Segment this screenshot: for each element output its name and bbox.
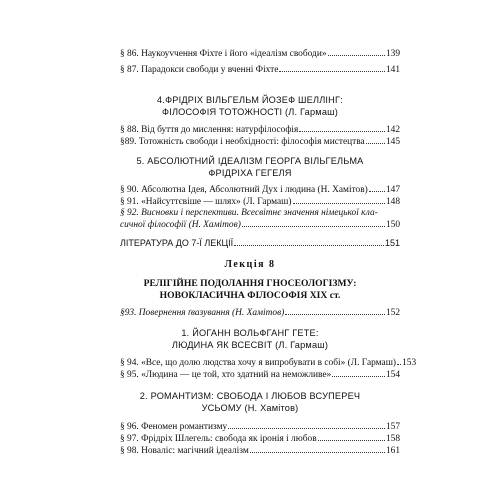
page-number: 157 xyxy=(385,422,400,432)
leader-dots xyxy=(293,196,385,204)
leader-dots xyxy=(328,48,385,56)
toc-entry-98[interactable] xyxy=(120,445,400,457)
leader-dots xyxy=(318,433,385,441)
toc-entry-91[interactable] xyxy=(120,196,400,208)
page-number: 153 xyxy=(402,358,417,368)
leader-dots xyxy=(299,124,385,132)
page-number: 141 xyxy=(385,65,400,75)
toc-entry-93[interactable] xyxy=(120,307,400,319)
toc-entry-92-line1[interactable]: § 92. Висновки і перспективи. Всесвітнє значення німецької кла- xyxy=(120,208,378,218)
page-number: 158 xyxy=(385,434,400,444)
entry-label: §89. Тотожність свободи і необхідності: філософія мистецтва xyxy=(120,137,365,147)
page-number: 147 xyxy=(385,185,400,195)
section-heading-romanticism-line1: 2. РОМАНТИЗМ: СВОБОДА І ЛЮБОВ ВСУПЕРЕЧ xyxy=(139,391,361,401)
leader-dots xyxy=(250,445,385,453)
page-number: 152 xyxy=(385,308,400,318)
entry-label: § 94. «Все, що долю людства хочу я випробувати в собі» (Л. Гармаш) xyxy=(120,358,397,368)
page-number: 145 xyxy=(385,137,400,147)
page-number: 150 xyxy=(385,220,400,230)
toc-entry-87[interactable] xyxy=(120,64,400,76)
toc-entry-90[interactable] xyxy=(120,184,400,196)
leader-dots xyxy=(397,357,401,365)
entry-label: § 91. «Найсуттєвіше — шлях» (Л. Гармаш) xyxy=(120,197,292,207)
leader-dots xyxy=(279,64,385,72)
section-heading-schelling-line1: 4.ФРІДРІХ ВІЛЬГЕЛЬМ ЙОЗЕФ ШЕЛЛІНГ: xyxy=(157,95,343,105)
lecture-number: Лекція 8 xyxy=(224,259,276,270)
page-number: 139 xyxy=(385,49,400,59)
toc-entry-86[interactable] xyxy=(120,48,400,60)
page-number: 151 xyxy=(384,238,400,248)
entry-label: § 87. Парадокси свободи у вченні Фіхте xyxy=(120,65,279,75)
page-number: 161 xyxy=(385,446,400,456)
leader-dots xyxy=(228,421,385,429)
toc-entry-96[interactable] xyxy=(120,421,400,433)
section-heading-goethe-line1: 1. ЙОГАНН ВОЛЬФГАНГ ГЕТЕ: xyxy=(181,328,319,338)
entry-label: § 86. Наукоуvчення Фіхте і його «ідеалізм свободи» xyxy=(120,49,327,59)
leader-dots xyxy=(234,238,384,246)
leader-dots xyxy=(332,369,385,377)
leader-dots xyxy=(366,136,385,144)
page-number: 142 xyxy=(385,125,400,135)
lecture-title-line2: НОВОКЛАСИЧНА ФІЛОСОФІЯ XIX ст. xyxy=(159,290,341,301)
section-heading-hegel-line2: ФРІДРІХА ГЕГЕЛЯ xyxy=(208,168,292,178)
entry-label: сичної філософії (Н. Хамітов) xyxy=(120,220,241,230)
entry-label: § 97. Фрідріх Шлегель: свобода як іронія і любов xyxy=(120,434,317,444)
section-heading-goethe-line2: ЛЮДИНА ЯК ВСЕСВІТ (Л. Гармаш) xyxy=(171,340,329,350)
page-number: 148 xyxy=(385,197,400,207)
toc-entry-97[interactable] xyxy=(120,433,400,445)
entry-label: ЛІТЕРАТУРА ДО 7-Ї ЛЕКЦІЇ xyxy=(120,238,234,248)
leader-dots xyxy=(242,219,385,227)
section-heading-romanticism-line2: УСЬОМУ (Н. Хамітов) xyxy=(201,403,299,413)
toc-entry-95[interactable] xyxy=(120,369,400,381)
entry-label: § 88. Від буття до мислення: натурфілософія xyxy=(120,125,299,135)
section-heading-hegel-line1: 5. АБСОЛЮТНИЙ ІДЕАЛІЗМ ГЕОРГА ВІЛЬГЕЛЬМА xyxy=(136,156,364,166)
toc-entry-89[interactable] xyxy=(120,136,400,148)
section-heading-schelling-line2: ФІЛОСОФІЯ ТОТОЖНОСТІ (Л. Гармаш) xyxy=(162,107,338,117)
leader-dots xyxy=(369,184,385,192)
entry-label: §93. Повернення ґвазування (Н. Хамітов) xyxy=(120,308,285,318)
page-number: 154 xyxy=(385,370,400,380)
entry-label: § 96. Феномен романтизму xyxy=(120,422,228,432)
entry-label: § 98. Новаліс: магічний ідеалізм xyxy=(120,446,249,456)
entry-label: § 95. «Людина — це той, хто здатний на неможливе» xyxy=(120,370,332,380)
entry-label: § 90. Абсолютна Ідея, Абсолютний Дух і людина (Н. Хамітов) xyxy=(120,185,368,195)
toc-entry-92[interactable] xyxy=(120,219,400,231)
toc-entry-88[interactable] xyxy=(120,124,400,136)
toc-entry-literature[interactable] xyxy=(120,238,400,249)
toc-entry-94[interactable] xyxy=(120,357,417,369)
leader-dots xyxy=(285,307,385,315)
lecture-title-line1: РЕЛІГІЙНЕ ПОДОЛАННЯ ГНОСЕОЛОГІЗМУ: xyxy=(143,278,357,289)
